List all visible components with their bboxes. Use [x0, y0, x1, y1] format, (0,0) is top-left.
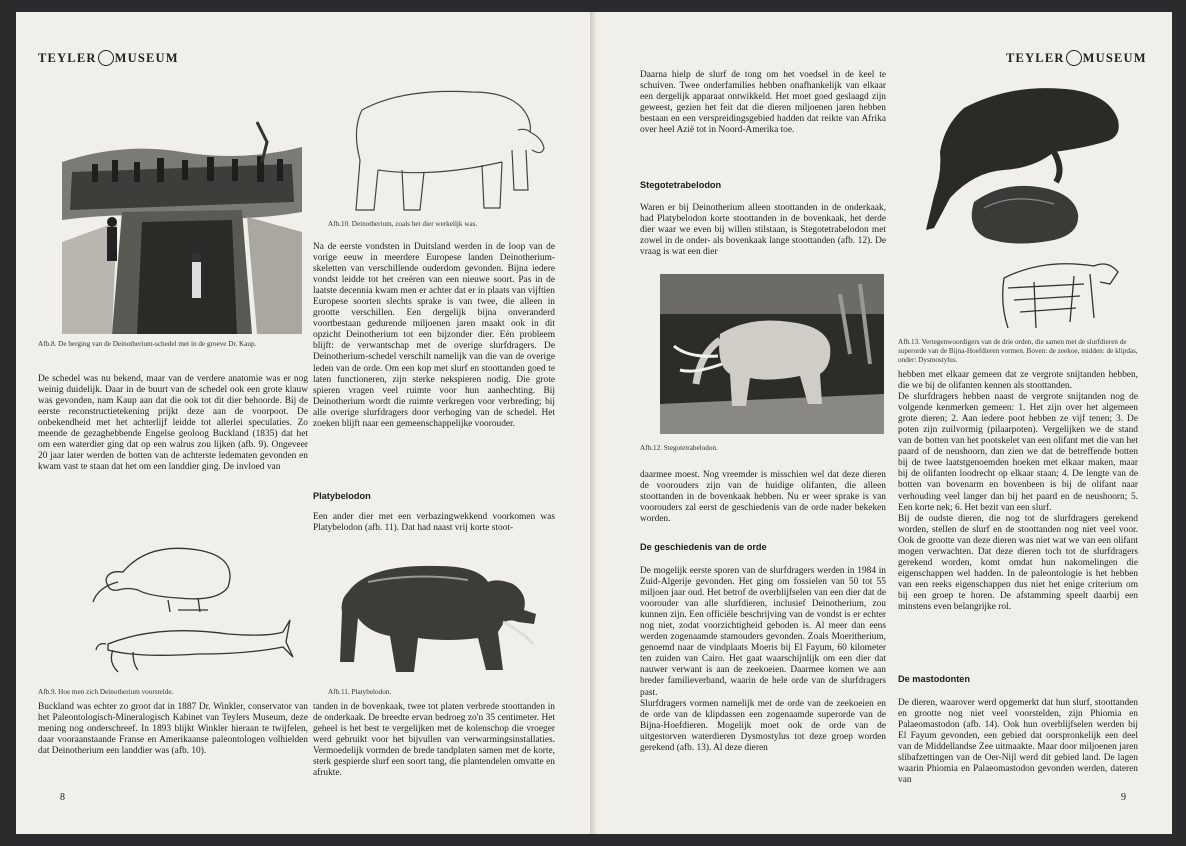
left-col1-para2	[38, 702, 308, 757]
page-number-right: 9	[1121, 792, 1126, 803]
right-col1-para1	[640, 70, 886, 136]
paragraph: De mogelijk eerste sporen van de slurfdragers werden in 1984 in Zuid-Algerije gevonden. Het ging om fossielen van 50 tot 55 miljoen jaar oud. Het betrof de overblijfselen van een dier dat de voorouder van alle slurfdieren, inclusief Deinotherium, zou kunnen zijn. Een officiële beschrijving van de vondst is er echter nog niet, zodat voorzichtigheid geboden is. Al meer dan eens werden zogenaamde stamouders gevonden. Zoals Moeritherium, genoemd naar de vindplaats Moeris bij El Fayum, 60 kilometer ten zuiden van Cairo. Het gaat waarschijnlijk om een dier dat nauwer verwant is aan de zeekoeien. Daarmee komen we aan breder familieverband, waarin de hele orde van de slurfdragers past.	[640, 566, 886, 698]
right-col1-para2	[640, 203, 886, 258]
page-number-left: 8	[60, 792, 65, 803]
paragraph: De slurfdragers hebben naast de vergrote snijtanden nog de volgende kenmerken gemeen: 1. Het zijn over het algemeen grote dieren; 2. Aan iedere poot hebben ze vijf tenen; 3. De poten zijn zuilvormig (pilaarpoten). Vergelijken we de stand van de botten van het pootskelet van een olifant met die van het paard of de neushoorn, dan zien we dat de betreffende botten bij de twee laatstgenoemden hoeken met elkaar maken, maar bij de olifanten loodrecht op elkaar staan; 4. De lengte van de botten van bovenarm en bovenbeen is bij de olifant naar verhouding veel langer dan bij het paard en de neushoorn; 5. Een korte nek; 6. Het bezit van een slurf.	[898, 392, 1138, 513]
paragraph: tanden in de bovenkaak, twee tot platen verbrede stoottanden in de onderkaak. De breedte ervan bedroeg zo'n 35 centimeter. Het geheel is het best te vergelijken met de kolenschop die vroeger werd gebruikt voor het bijvullen van verwarmingsinstallaties. Vermoedelijk vormden de brede tandplaten samen met de korte, sterk gespierde slurf een soort tang, die plantendelen omvatte en afrukte.	[313, 702, 555, 779]
seal-icon	[98, 50, 114, 66]
left-col1-para1	[38, 374, 308, 473]
museum-logo: TEYLER MUSEUM	[1006, 50, 1147, 65]
paragraph: Na de eerste vondsten in Duitsland werden in de loop van de vorige eeuw in meerdere Europese landen Deinotherium-skeletten van verschillende ouderdom gevonden. Bijna iedere vondst leidde tot het creëren van een nieuwe soort. Pas in de laatste decennia kwam men er achter dat er in plaats van vijftien Europese soorten slechts sprake is van twee, die alleen in grootte verschillen. Een dergelijk bijna onveranderd voortbestaan gedurende miljoenen jaren maakt ook in dit opzicht Deinotherium tot een bijzonder dier. Eén probleem blijft: de verwantschap met de overige slurfdragers. De Deinotherium-schedel verschilt namelijk van die van de overige leden van de orde. Om een kop met slurf en stoottanden goed te laten functioneren, zijn sterke nekspieren nodig. Die grote spieren vragen veel ruimte voor hun aanhechting. Bij Deinotherium wordt die ruimte verkregen voor verbreding; bij alle overige slurfdragers door verhoging van de schedel. Het zoeken blijft naar een gemeenschappelijke voorouder.	[313, 242, 555, 429]
paragraph: Bij de oudste dieren, die nog tot de slurfdragers gerekend worden, stellen de slurf en de stoottanden nog niet veel voor. Ook de grootte van deze dieren was niet wat we van een olifant mogen verwachten. Dat deze dieren toch tot de slurfdragers gerekend worden, komt omdat hun nakomelingen die eigenschappen wel hadden. In de paleontologie is het hebben van een reeks eigenschappen dus niet het enige criterium om bij een groep te horen. De afstamming speelt daarbij een minstens even belangrijke rol.	[898, 513, 1138, 612]
heading-stegotetrabelodon: Stegotetrabelodon	[640, 180, 722, 190]
paragraph: Daarna hielp de slurf de tong om het voedsel in de keel te schuiven. Twee onderfamilies hebben onafhankelijk van elkaar een dergelijk apparaat ontwikkeld. Het moet goed geslaagd zijn geweest, gezien het feit dat die dieren miljoenen jaren hebben bestaan en een verspreidingsgebied hadden dat reikte van Afrika over heel Azië tot in Noord-Amerika toe.	[640, 70, 886, 136]
heading-mastodonten: De mastodonten	[898, 674, 970, 684]
figure-stegotetrabelodon	[660, 274, 884, 434]
right-col2-para1	[898, 370, 1138, 613]
caption-afb12: Afb.12. Stegotetrabelodon.	[640, 444, 718, 452]
seal-icon	[1066, 50, 1082, 66]
paragraph: Buckland was echter zo groot dat in 1887 Dr. Winkler, conservator van het Paleontologisch-Mineralogisch Kabinet van Teylers Museum, deze mening nog onderschreef. In 1893 blijkt Winkler hieraan te twijfelen, daar vooraanstaande Franse en Amerikaanse paleontologen volhielden dat Deinotherium een landdier was (afb. 10).	[38, 702, 308, 757]
figure-deinotherium-outline	[332, 70, 562, 218]
left-col2-para1	[313, 242, 555, 430]
right-col2-para4	[898, 698, 1138, 786]
right-col1-para4	[640, 566, 886, 754]
left-col2-para2	[313, 512, 555, 534]
right-col1-para3	[640, 470, 886, 525]
paragraph: De dieren, waarover werd opgemerkt dat hun slurf, stoottanden en grootte nog niet veel voorstelden, zijn Phiomia en Palaeomastodon (afb. 14). Ook hun overblijfselen werden bij El Fayum gevonden, een gebied dat oorspronkelijk een deel van de Middellandse Zee uitmaakte. Maar door miljoenen jaren slibafzettingen van de Oer-Nijl werd dit gebied land. De lagen waarin Phiomia en Palaeomastodon gevonden werden, dateren van	[898, 698, 1138, 786]
paragraph: Een ander dier met een verbazingwekkend voorkomen was Platybelodon (afb. 11). Dat had naast vrij korte stoot-	[313, 512, 555, 534]
museum-logo: TEYLER MUSEUM	[38, 50, 179, 65]
figure-deinotherium-sketches	[78, 532, 298, 682]
caption-afb11: Afb.11. Platybelodon.	[328, 688, 392, 696]
paragraph: hebben met elkaar gemeen dat ze vergrote snijtanden hebben, die we bij de olifanten kennen als stoottanden.	[898, 370, 1138, 392]
left-col2-para3	[313, 702, 555, 779]
caption-afb9: Afb.9. Hoe men zich Deinotherium voorstelde.	[38, 688, 174, 696]
figure-relatives	[904, 78, 1130, 334]
paragraph: Slurfdragers vormen namelijk met de orde van de zeekoeien en de orde van de klipdassen een zogenaamde superorde van de Bijna-Hoefdieren. Mogelijk moet ook de orde van de uitgestorven waterdieren Dysmostylus tot deze groep worden gerekend (afb. 13). Al deze dieren	[640, 698, 886, 753]
caption-afb8: Afb.8. De berging van de Deinotherium-schedel met in de groeve Dr. Kaup.	[38, 340, 257, 348]
heading-geschiedenis: De geschiedenis van de orde	[640, 542, 767, 552]
caption-afb10: Afb.10. Deinotherium, zoals het dier werkelijk was.	[328, 220, 478, 228]
paragraph: daarmee moest. Nog vreemder is misschien wel dat deze dieren de voorouders zijn van de huidige olifanten, die alleen stoottanden in de bovenkaak hebben. Nu er weer sprake is van voorouders zal eerst de geschiedenis van de orde nader bekeken worden.	[640, 470, 886, 525]
left-page	[16, 12, 590, 834]
paragraph: De schedel was nu bekend, maar van de verdere anatomie was er nog weinig duidelijk. Daar in de buurt van de schedel ook een grote klauw was gevonden, nam Kaup aan dat die ook tot dit dier behoorde. Bij de eerste reconstructietekening prijkt deze aan de voorpoot. De onbekendheid met het achterlijf leidde tot allerlei speculaties. Zo meende de gezaghebbende Engelse geoloog Buckland (1835) dat het om een waterdier ging dat op een walrus zou lijken (afb. 9). Ongeveer 20 jaar later werden de botten van de achterste ledematen gevonden en kwam vast te staan dat het om een landdier ging. De invloed van	[38, 374, 308, 473]
caption-afb13: Afb.13. Vertegenwoordigers van de drie orden, die samen met de slurfdieren de superorde van de Bijna-Hoefdieren vormen. Boven: de zeekoe, midden: de klipdas, onder: Dysmostylus.	[898, 338, 1138, 364]
figure-platybelodon	[328, 552, 548, 682]
right-page	[596, 12, 1172, 834]
paragraph: Waren er bij Deinotherium alleen stoottanden in de onderkaak, had Platybelodon korte stoottanden in de bovenkaak, het derde dier waar we even bij willen stilstaan, is Stegotetrabelodon met zowel in de onder- als bovenkaak lange stoottanden (afb. 12). De vraag is wat een dier	[640, 203, 886, 258]
heading-platybelodon: Platybelodon	[313, 491, 371, 501]
figure-excavation-engraving	[62, 102, 302, 334]
